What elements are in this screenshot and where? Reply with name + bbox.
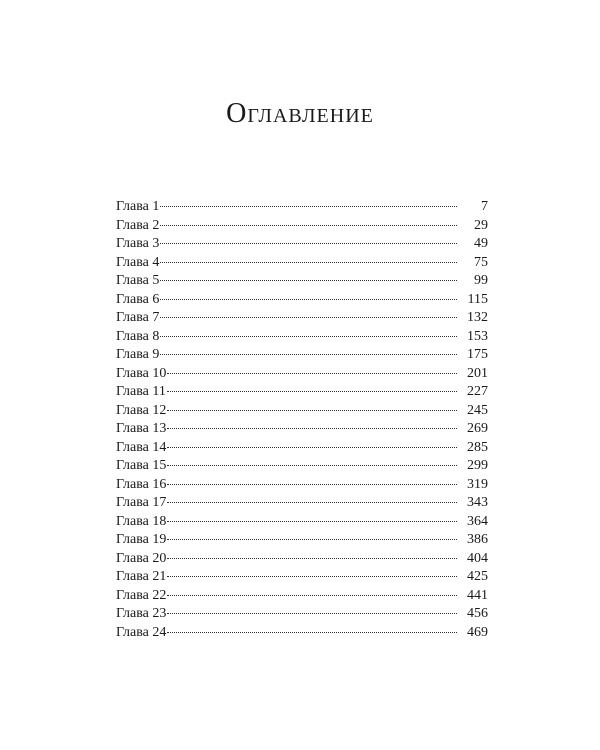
toc-leader-dots xyxy=(167,558,457,559)
toc-leader-dots xyxy=(160,262,457,263)
toc-entry-page-number: 75 xyxy=(474,254,488,270)
page-title: Оглавление xyxy=(226,98,374,129)
toc-entry-label: Глава 8 xyxy=(116,328,160,344)
toc-entry[interactable] xyxy=(116,272,488,291)
toc-entry[interactable] xyxy=(116,365,488,384)
toc-entry[interactable] xyxy=(116,624,488,643)
toc-entry-label: Глава 19 xyxy=(116,532,167,547)
toc-entry-label: Глава 9 xyxy=(116,347,160,362)
toc-entry-page-number: 153 xyxy=(467,328,488,344)
toc-entry[interactable] xyxy=(116,346,488,365)
toc-entry[interactable] xyxy=(116,476,488,495)
toc-entry-page-number: 49 xyxy=(474,236,488,251)
toc-leader-dots xyxy=(160,225,457,226)
toc-entry-label: Глава 18 xyxy=(116,513,167,529)
toc-leader-dots xyxy=(167,613,457,614)
toc-entry-label: Глава 22 xyxy=(116,587,167,603)
toc-entry-label: Глава 1 xyxy=(116,199,160,214)
toc-entry-page-number: 175 xyxy=(467,347,488,362)
toc-entry[interactable] xyxy=(116,217,488,236)
table-of-contents xyxy=(116,198,488,642)
toc-entry[interactable] xyxy=(116,328,488,347)
toc-entry-page-number: 285 xyxy=(467,439,488,455)
toc-leader-dots xyxy=(167,521,457,522)
toc-leader-dots xyxy=(167,465,457,466)
toc-leader-dots xyxy=(167,391,457,392)
toc-leader-dots xyxy=(167,632,457,633)
toc-entry-label: Глава 7 xyxy=(116,310,160,325)
toc-entry-page-number: 7 xyxy=(481,199,488,214)
toc-entry-page-number: 29 xyxy=(474,217,488,233)
toc-entry[interactable] xyxy=(116,383,488,402)
toc-entry[interactable] xyxy=(116,254,488,273)
toc-entry[interactable] xyxy=(116,494,488,513)
toc-entry[interactable] xyxy=(116,291,488,310)
toc-entry-label: Глава 2 xyxy=(116,217,160,233)
toc-entry[interactable] xyxy=(116,420,488,439)
toc-entry[interactable] xyxy=(116,587,488,606)
toc-entry-page-number: 386 xyxy=(467,532,488,547)
toc-entry-page-number: 115 xyxy=(467,291,488,307)
toc-entry-page-number: 469 xyxy=(467,624,488,640)
toc-entry[interactable] xyxy=(116,309,488,328)
toc-leader-dots xyxy=(160,280,457,281)
toc-entry-page-number: 299 xyxy=(467,458,488,473)
toc-entry[interactable] xyxy=(116,568,488,587)
toc-entry-label: Глава 4 xyxy=(116,254,160,270)
toc-leader-dots xyxy=(167,373,457,374)
toc-leader-dots xyxy=(160,336,457,337)
toc-entry-label: Глава 12 xyxy=(116,402,167,418)
toc-leader-dots xyxy=(160,354,457,355)
toc-entry-label: Глава 6 xyxy=(116,291,160,307)
toc-entry-page-number: 319 xyxy=(467,476,488,492)
toc-leader-dots xyxy=(167,595,457,596)
toc-entry-page-number: 227 xyxy=(467,384,488,399)
toc-entry[interactable] xyxy=(116,198,488,217)
toc-entry-label: Глава 13 xyxy=(116,421,167,436)
toc-entry-label: Глава 17 xyxy=(116,495,167,510)
toc-leader-dots xyxy=(160,243,457,244)
toc-entry-page-number: 456 xyxy=(467,606,488,621)
toc-entry[interactable] xyxy=(116,605,488,624)
toc-entry[interactable] xyxy=(116,531,488,550)
toc-entry-page-number: 201 xyxy=(467,365,488,381)
toc-entry-page-number: 404 xyxy=(467,550,488,566)
toc-leader-dots xyxy=(167,410,457,411)
toc-leader-dots xyxy=(167,428,457,429)
toc-entry-label: Глава 15 xyxy=(116,458,167,473)
toc-entry-label: Глава 10 xyxy=(116,365,167,381)
toc-leader-dots xyxy=(167,539,457,540)
toc-entry-page-number: 441 xyxy=(467,587,488,603)
toc-entry[interactable] xyxy=(116,439,488,458)
toc-entry-label: Глава 20 xyxy=(116,550,167,566)
toc-entry-label: Глава 3 xyxy=(116,236,160,251)
toc-entry-page-number: 269 xyxy=(467,421,488,436)
toc-entry[interactable] xyxy=(116,235,488,254)
toc-entry[interactable] xyxy=(116,513,488,532)
toc-entry-page-number: 364 xyxy=(467,513,488,529)
toc-leader-dots xyxy=(167,484,457,485)
toc-leader-dots xyxy=(167,502,457,503)
toc-entry-label: Глава 11 xyxy=(116,384,166,399)
toc-leader-dots xyxy=(160,317,457,318)
toc-entry-label: Глава 14 xyxy=(116,439,167,455)
toc-entry[interactable] xyxy=(116,457,488,476)
toc-leader-dots xyxy=(167,576,457,577)
toc-entry-label: Глава 5 xyxy=(116,273,160,288)
toc-leader-dots xyxy=(160,299,457,300)
toc-entry-label: Глава 21 xyxy=(116,569,167,584)
toc-entry-page-number: 132 xyxy=(467,310,488,325)
toc-entry-page-number: 245 xyxy=(467,402,488,418)
toc-entry-label: Глава 23 xyxy=(116,606,167,621)
toc-leader-dots xyxy=(160,206,457,207)
toc-entry-page-number: 99 xyxy=(474,273,488,288)
toc-entry[interactable] xyxy=(116,402,488,421)
toc-entry-page-number: 343 xyxy=(467,495,488,510)
toc-leader-dots xyxy=(167,447,457,448)
toc-entry-label: Глава 16 xyxy=(116,476,167,492)
toc-entry-label: Глава 24 xyxy=(116,624,167,640)
toc-entry-page-number: 425 xyxy=(467,569,488,584)
toc-entry[interactable] xyxy=(116,550,488,569)
